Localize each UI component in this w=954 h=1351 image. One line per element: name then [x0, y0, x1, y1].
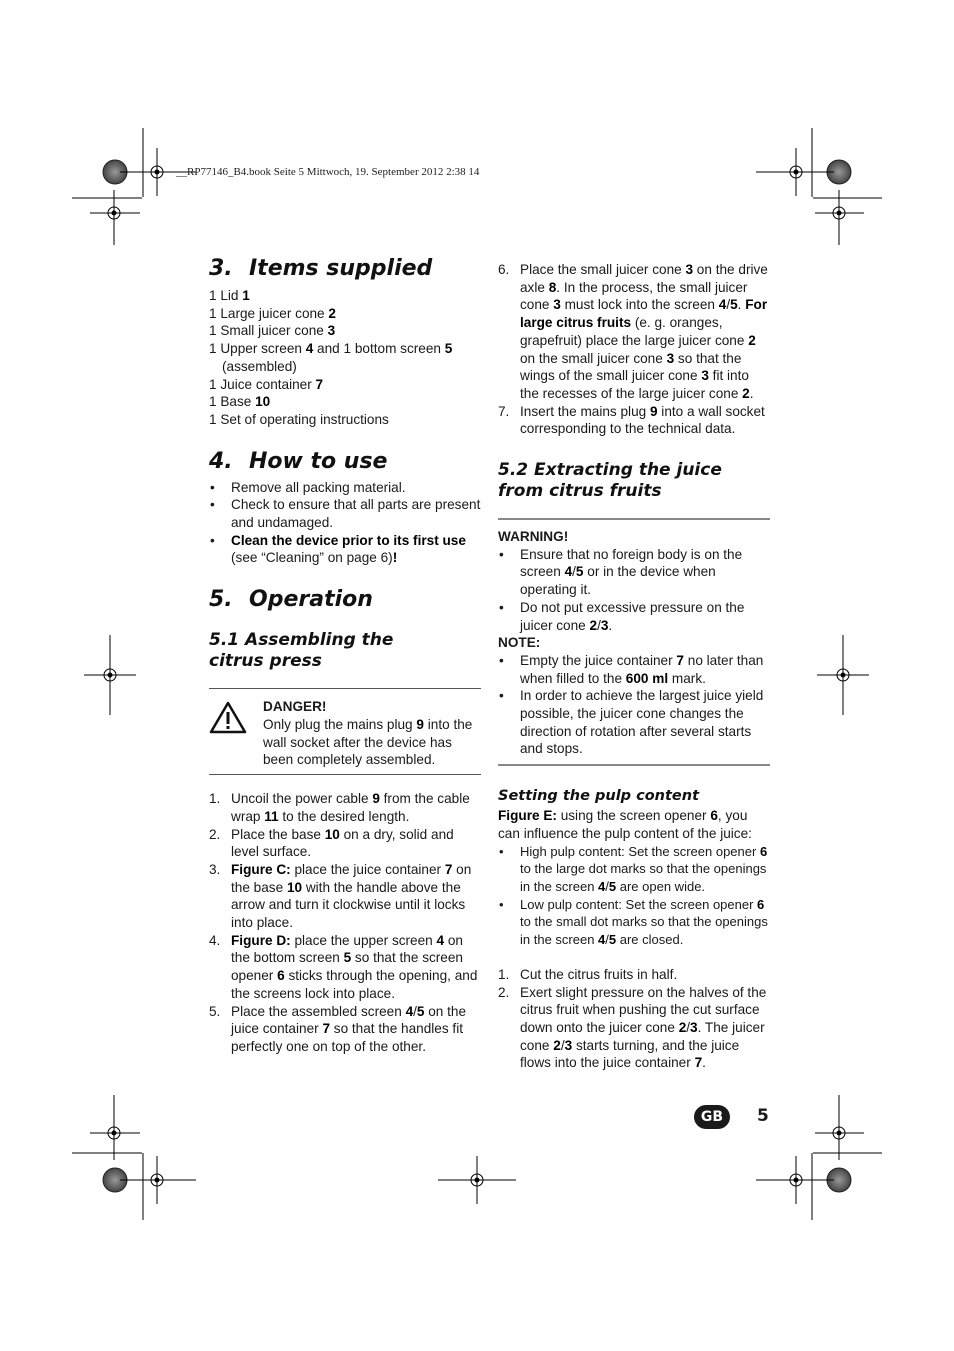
assembly-steps-continued — [498, 261, 770, 438]
section-4-heading — [209, 449, 481, 474]
list-item: • Low pulp content: Set the screen opener 6 to the small dot marks so that the openings in the screen 4/5 are closed. — [499, 896, 768, 948]
list-item: 1 Small juicer cone 3 — [209, 323, 336, 339]
section-5-2-heading: 5.2 Extracting the juice from citrus fruits — [498, 460, 722, 502]
right-column — [498, 261, 770, 1072]
step-item: 2. Place the base 10 on a dry, solid and level surface. — [209, 826, 454, 860]
list-item: 1 Large juicer cone 2 — [209, 305, 336, 321]
items-supplied-list — [209, 287, 481, 429]
danger-label: DANGER! — [263, 699, 327, 715]
list-item: • Remove all packing material. — [210, 479, 406, 495]
assembly-steps — [209, 790, 481, 1056]
list-item: (assembled) — [222, 358, 297, 374]
list-item: • High pulp content: Set the screen opener 6 to the large dot marks so that the openings in the screen 4/5 are open wide. — [499, 843, 768, 894]
step-item: 5. Place the assembled screen 4/5 on the juice container 7 so that the handles fit perfectly one on top of the other. — [209, 1003, 467, 1054]
page-number: 5 — [757, 1106, 769, 1126]
note-label: NOTE: — [498, 635, 541, 651]
section-5-heading — [209, 587, 481, 612]
list-item: 1 Base 10 — [209, 394, 271, 410]
danger-text: Only plug the mains plug 9 into the wall socket after the device has been completely assembled. — [263, 716, 473, 768]
warning-label: WARNING! — [498, 529, 569, 545]
step-item: 4. Figure D: place the upper screen 4 on the bottom screen 5 so that the screen opener 6 sticks through the opening, and the screens lock into place. — [209, 932, 478, 1001]
how-to-use-list — [209, 479, 481, 568]
step-item: 1. Cut the citrus fruits in half. — [498, 966, 678, 982]
section-number: 5. — [209, 587, 233, 613]
warning-box — [498, 518, 770, 766]
section-title: Items supplied — [249, 256, 433, 281]
section-title: How to use — [249, 448, 388, 474]
step-item: 2. Exert slight pressure on the halves of the citrus fruit when pushing the cut surface down onto the juicer cone 2/3. The juicer cone 2/3 starts turning, and the juice flows into the juice container 7. — [498, 984, 767, 1071]
danger-box — [209, 688, 481, 774]
pulp-list — [498, 843, 770, 949]
step-item: 6. Place the small juicer cone 3 on the drive axle 8. In the process, the small juicer cone 3 must lock into the screen 4/5. For large citrus fruits (e. g. oranges, grapefruit) place the large juicer cone 2 on the small juicer cone 3 so that the wings of the small juicer cone 3 fit into the recesses of the large juicer cone 2. — [498, 262, 768, 401]
step-item: 1. Uncoil the power cable 9 from the cable wrap 11 to the desired length. — [209, 791, 470, 824]
language-badge: GB — [694, 1105, 730, 1129]
warning-list — [498, 546, 770, 635]
note-list — [498, 652, 770, 758]
list-item: • Do not put excessive pressure on the juicer cone 2/3. — [499, 599, 745, 633]
section-3-heading — [209, 256, 481, 281]
list-item: 1 Upper screen 4 and 1 bottom screen 5 — [209, 341, 453, 357]
list-item: 1 Set of operating instructions — [209, 411, 389, 427]
pulp-heading: Setting the pulp content — [498, 788, 699, 805]
warning-triangle-icon — [209, 700, 247, 734]
list-item: • Clean the device prior to its first use (see “Cleaning” on page 6)! — [210, 532, 466, 566]
step-item: 3. Figure C: place the juice container 7 on the base 10 with the handle above the arrow and turn it clockwise until it locks into place. — [209, 861, 472, 931]
left-column — [209, 256, 481, 1056]
section-number: 4. — [209, 448, 233, 474]
list-item: 1 Juice container 7 — [209, 376, 324, 392]
list-item: • Check to ensure that all parts are present and undamaged. — [210, 497, 481, 531]
section-5-1-heading: 5.1 Assembling the citrus press — [209, 630, 394, 672]
section-number: 3. — [209, 256, 233, 281]
section-title: Operation — [249, 587, 373, 613]
juicing-steps — [498, 966, 770, 1072]
list-item: • In order to achieve the largest juice yield possible, the juicer cone changes the direction of rotation after several starts and stops. — [499, 688, 764, 757]
list-item: 1 Lid 1 — [209, 288, 250, 303]
list-item: • Ensure that no foreign body is on the screen 4/5 or in the device when operating it. — [499, 546, 743, 598]
pulp-intro: Figure E: using the screen opener 6, you can influence the pulp content of the juice: — [498, 808, 752, 841]
file-info-header: __RP77146_B4.book Seite 5 Mittwoch, 19. September 2012 2:38 14 — [176, 166, 480, 178]
step-item: 7. Insert the mains plug 9 into a wall socket corresponding to the technical data. — [498, 403, 765, 437]
list-item: • Empty the juice container 7 no later than when filled to the 600 ml mark. — [499, 652, 764, 686]
